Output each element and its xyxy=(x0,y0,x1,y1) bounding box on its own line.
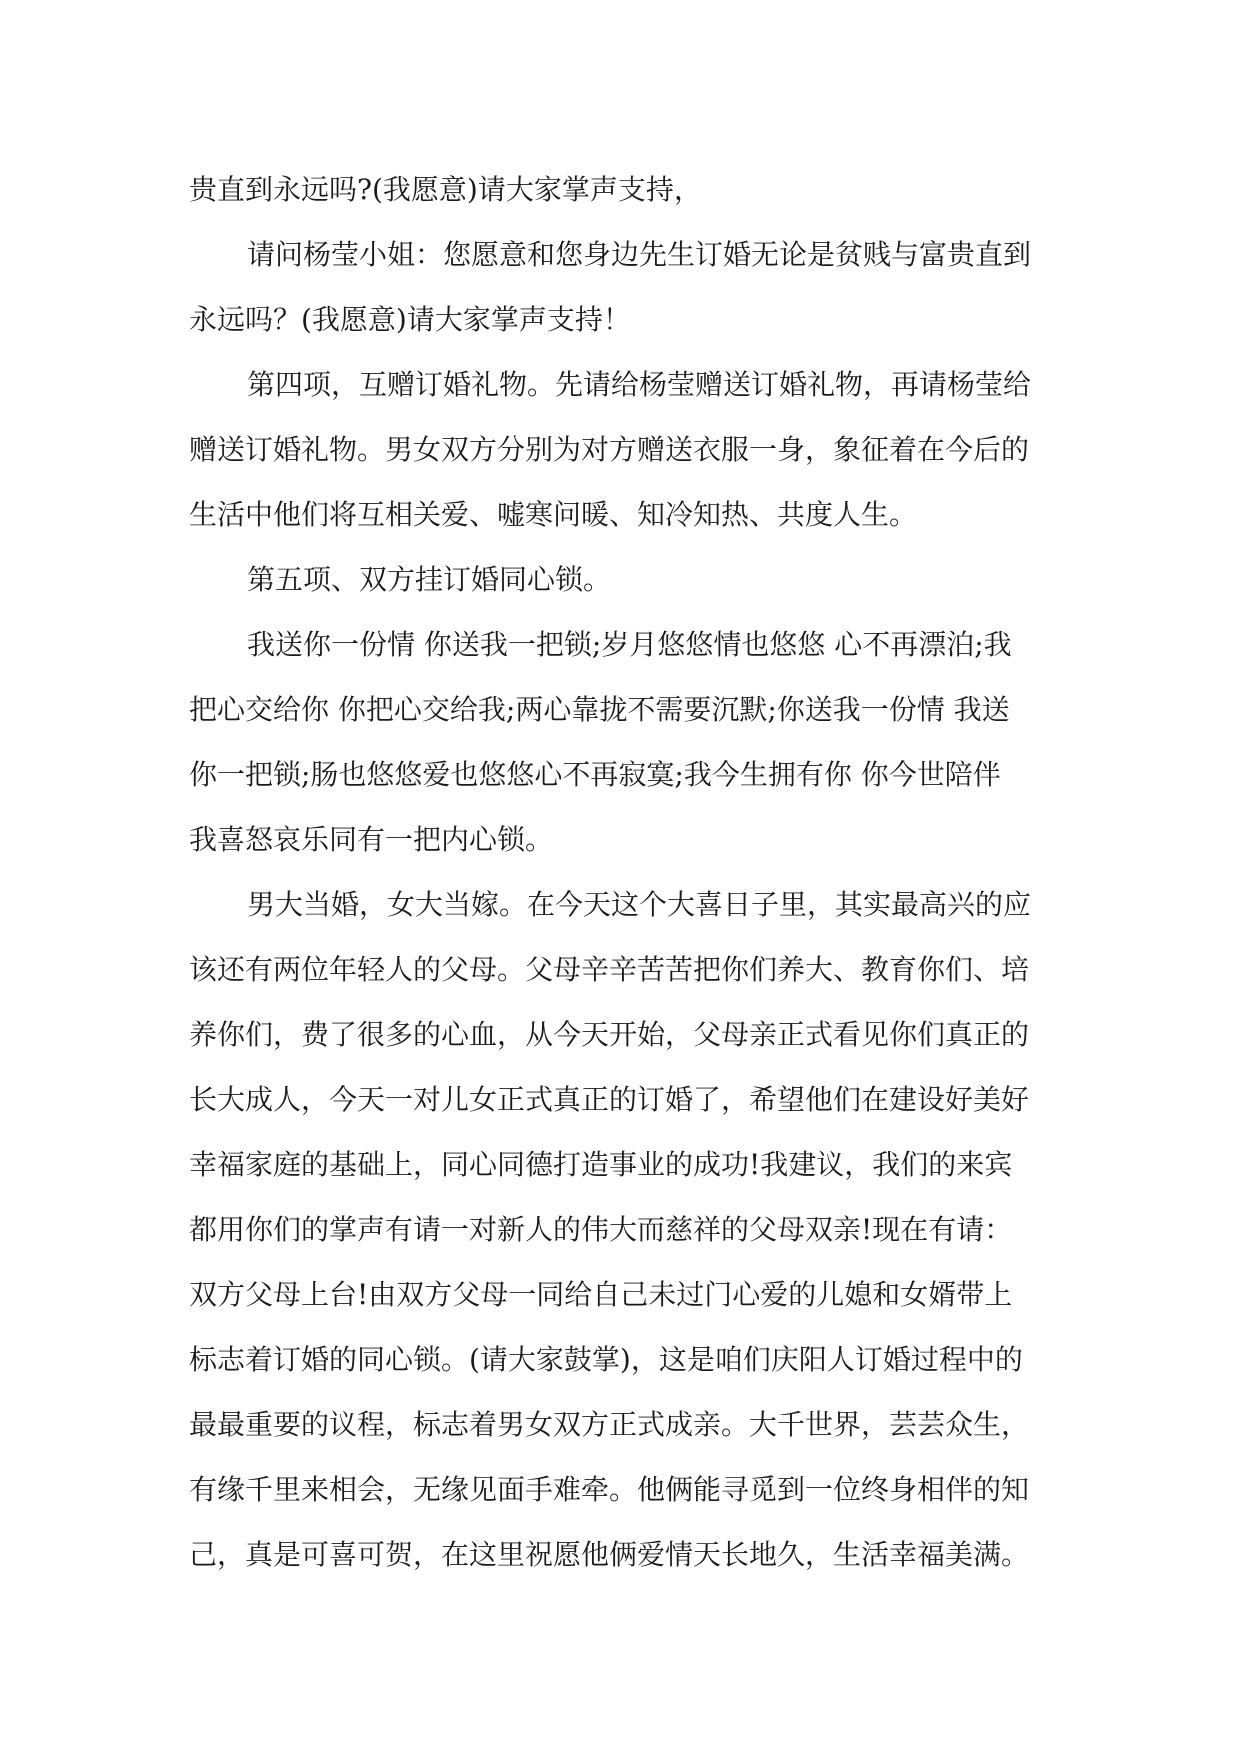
paragraph xyxy=(189,612,1069,872)
text-line: 赠送订婚礼物。男女双方分别为对方赠送衣服一身，象征着在今后的 xyxy=(189,433,1030,466)
paragraph xyxy=(189,157,1069,222)
text-line: 幸福家庭的基础上，同心同德打造事业的成功!我建议，我们的来宾 xyxy=(189,1148,1013,1181)
text-line: 永远吗？(我愿意)请大家掌声支持！ xyxy=(189,303,631,336)
text-line: 你一把锁;肠也悠悠爱也悠悠心不再寂寞;我今生拥有你 你今世陪伴 xyxy=(189,758,1001,791)
text-line: 该还有两位年轻人的父母。父母辛辛苦苦把你们养大、教育你们、培 xyxy=(189,953,1030,986)
text-line: 男大当婚，女大当嫁。在今天这个大喜日子里，其实最高兴的应 xyxy=(247,888,1032,921)
text-line: 都用你们的掌声有请一对新人的伟大而慈祥的父母双亲!现在有请： xyxy=(189,1213,1013,1246)
body-text xyxy=(189,157,1069,1587)
text-line: 己，真是可喜可贺，在这里祝愿他俩爱情天长地久，生活幸福美满。 xyxy=(189,1538,1030,1571)
paragraph xyxy=(189,222,1069,352)
text-line: 我喜怒哀乐同有一把内心锁。 xyxy=(189,823,554,856)
text-line: 贵直到永远吗?(我愿意)请大家掌声支持， xyxy=(189,173,702,206)
paragraph xyxy=(189,547,1069,612)
text-line: 我送你一份情 你送我一把锁;岁月悠悠情也悠悠 心不再漂泊;我 xyxy=(247,628,1012,661)
text-line: 第四项，互赠订婚礼物。先请给杨莹赠送订婚礼物，再请杨莹给 xyxy=(247,368,1032,401)
text-line: 生活中他们将互相关爱、嘘寒问暖、知冷知热、共度人生。 xyxy=(189,498,918,531)
text-line: 最最重要的议程，标志着男女双方正式成亲。大千世界，芸芸众生， xyxy=(189,1408,1030,1441)
text-line: 标志着订婚的同心锁。(请大家鼓掌)，这是咱们庆阳人订婚过程中的 xyxy=(189,1343,1023,1376)
text-line: 请问杨莹小姐：您愿意和您身边先生订婚无论是贫贱与富贵直到 xyxy=(247,238,1032,271)
text-line: 长大成人，今天一对儿女正式真正的订婚了，希望他们在建设好美好 xyxy=(189,1083,1030,1116)
paragraph xyxy=(189,872,1069,1587)
text-line: 养你们，费了很多的心血，从今天开始，父母亲正式看见你们真正的 xyxy=(189,1018,1030,1051)
text-line: 有缘千里来相会，无缘见面手难牵。他俩能寻觅到一位终身相伴的知 xyxy=(189,1473,1030,1506)
text-line: 双方父母上台!由双方父母一同给自己未过门心爱的儿媳和女婿带上 xyxy=(189,1278,1013,1311)
text-line: 把心交给你 你把心交给我;两心靠拢不需要沉默;你送我一份情 我送 xyxy=(189,693,1010,726)
text-line: 第五项、双方挂订婚同心锁。 xyxy=(247,563,612,596)
paragraph xyxy=(189,352,1069,547)
